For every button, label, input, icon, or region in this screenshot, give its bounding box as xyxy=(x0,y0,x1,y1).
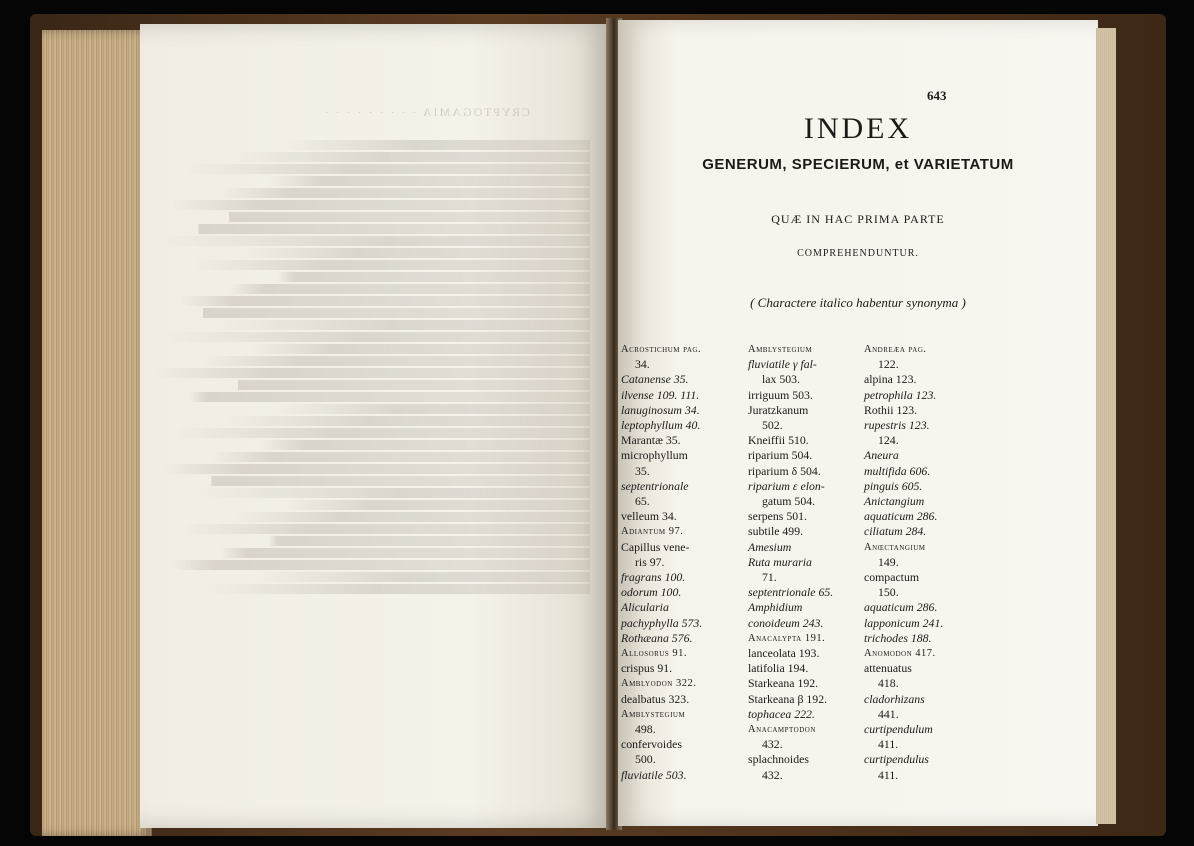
index-entry: 71. xyxy=(762,570,777,585)
index-entry: fragrans 100. xyxy=(621,570,686,585)
index-entry: multifida 606. xyxy=(864,463,931,478)
index-entry: fluviatile 503. xyxy=(621,767,687,782)
index-entry: Aliculariа xyxy=(621,600,669,615)
index-entry: Amblyodon 322. xyxy=(621,678,697,690)
index-subline-2: COMPREHENDUNTUR. xyxy=(797,248,919,259)
right-page xyxy=(618,20,1098,826)
index-entry: irriguum 503. xyxy=(748,387,813,402)
index-entry: conoideum 243. xyxy=(748,615,824,630)
index-entry: Starkeana 192. xyxy=(748,676,819,691)
index-entry: septentrionale xyxy=(621,478,689,493)
index-entry: lax 503. xyxy=(762,372,801,387)
index-entry: ilvense 109. 111. xyxy=(621,387,700,402)
index-column-3 xyxy=(864,342,968,783)
index-entry: splachnoides xyxy=(748,752,809,767)
show-through-text: CRYPTOGAMIA · · · · · · · · · xyxy=(150,64,590,764)
index-entry: riparium 504. xyxy=(748,448,813,463)
index-entry: alpina 123. xyxy=(864,372,917,387)
index-entry: 432. xyxy=(762,737,783,752)
index-entry: riparium δ 504. xyxy=(748,463,821,478)
index-entry: odorum 100. xyxy=(621,585,682,600)
index-entry: 502. xyxy=(762,418,783,433)
index-entry: crispus 91. xyxy=(621,661,673,676)
index-entry: 65. xyxy=(635,494,650,509)
index-entry: Amblystegium xyxy=(748,344,813,355)
index-entry: Marantæ 35. xyxy=(621,433,681,448)
index-entry: Acrostichum pag. xyxy=(621,344,702,355)
index-entry: 418. xyxy=(878,676,899,691)
index-entry: 432. xyxy=(762,767,783,782)
right-page-edges xyxy=(1096,28,1116,824)
index-entry: riparium ε elon- xyxy=(748,478,825,493)
index-entry: tophacea 222. xyxy=(748,706,815,721)
index-entry: septentrionale 65. xyxy=(748,585,834,600)
index-entry: Rothæana 576. xyxy=(621,630,693,645)
index-entry: 149. xyxy=(878,554,899,569)
index-entry: pinguis 605. xyxy=(864,478,923,493)
index-entry: 411. xyxy=(878,737,899,752)
index-title: INDEX xyxy=(803,112,913,145)
index-entry: trichodes 188. xyxy=(864,630,932,645)
index-entry: Allosorus 91. xyxy=(621,648,688,660)
index-entry: curtipendulus xyxy=(864,752,929,767)
index-entry: Kneiffii 510. xyxy=(748,433,809,448)
index-subline-1: QUÆ IN HAC PRIMA PARTE xyxy=(771,212,945,226)
index-entry: lanuginosum 34. xyxy=(621,402,700,417)
index-entry: latifolia 194. xyxy=(748,661,809,676)
index-entry: attenuatus xyxy=(864,661,912,676)
index-entry: dealbatus 323. xyxy=(621,691,690,706)
index-entry: gatum 504. xyxy=(762,494,816,509)
index-entry: Anœctangium xyxy=(864,541,926,553)
index-entry: Amesium xyxy=(748,539,792,554)
index-entry: Anacamptodon xyxy=(748,724,816,736)
index-entry: confervoides xyxy=(621,737,682,752)
index-entry: 34. xyxy=(635,357,650,372)
index-entry: 124. xyxy=(878,433,899,448)
left-page-edges xyxy=(42,30,152,836)
index-entry: ris 97. xyxy=(635,554,665,569)
index-entry: Anictangium xyxy=(864,494,925,509)
index-entry: Andreæa pag. xyxy=(864,344,927,355)
index-entry: curtipendulum xyxy=(864,722,933,737)
index-entry: compactum xyxy=(864,570,920,585)
index-entry: Aneura xyxy=(864,448,899,463)
index-entry: aquaticum 286. xyxy=(864,600,938,615)
index-entry: Anacalypta 191. xyxy=(748,632,826,644)
index-entry: 35. xyxy=(635,463,650,478)
index-entry: lapponicum 241. xyxy=(864,615,944,630)
index-entry: rupestris 123. xyxy=(864,418,930,433)
index-entry: Adiantum 97. xyxy=(621,526,684,538)
index-entry: fluviatile γ fal- xyxy=(748,357,817,372)
left-page xyxy=(140,24,612,828)
index-entry: Anomodon 417. xyxy=(864,648,936,660)
index-entry: 150. xyxy=(878,585,899,600)
index-entry: 441. xyxy=(878,706,899,721)
index-column-2 xyxy=(748,342,864,783)
index-entry: microphyllum xyxy=(621,448,688,463)
index-entry: Ruta muraria xyxy=(748,554,812,569)
page-number: 643 xyxy=(927,88,947,103)
index-subtitle: GENERUM, SPECIERUM, et VARIETATUM xyxy=(702,156,1014,173)
index-entry: aquaticum 286. xyxy=(864,509,938,524)
index-entry: 500. xyxy=(635,752,656,767)
index-entry: leptophyllum 40. xyxy=(621,418,701,433)
index-entry: Juratzkanum xyxy=(748,402,809,417)
index-entry: Catanense 35. xyxy=(621,372,689,387)
index-entry: velleum 34. xyxy=(621,509,677,524)
index-entry: petrophila 123. xyxy=(864,387,937,402)
index-entry: 498. xyxy=(635,722,656,737)
index-entry: 122. xyxy=(878,357,899,372)
index-entry: serpens 501. xyxy=(748,509,807,524)
index-entry: 411. xyxy=(878,767,899,782)
index-entry: Rothii 123. xyxy=(864,402,918,417)
index-entry: Starkeana β 192. xyxy=(748,691,828,706)
index-entry: cladorhizans xyxy=(864,691,925,706)
italic-note: ( Charactere italico habentur synonyma ) xyxy=(750,295,966,310)
index-entry: ciliatum 284. xyxy=(864,524,927,539)
index-entry: Amphidium xyxy=(748,600,803,615)
index-entry: Amblystegium xyxy=(621,708,686,720)
index-entry: pachyphylla 573. xyxy=(621,615,703,630)
index-column-1 xyxy=(621,342,747,783)
index-entry: lanceolata 193. xyxy=(748,646,820,661)
index-columns xyxy=(618,342,1098,782)
index-entry: Capillus vene- xyxy=(621,539,690,554)
index-entry: subtile 499. xyxy=(748,524,804,539)
